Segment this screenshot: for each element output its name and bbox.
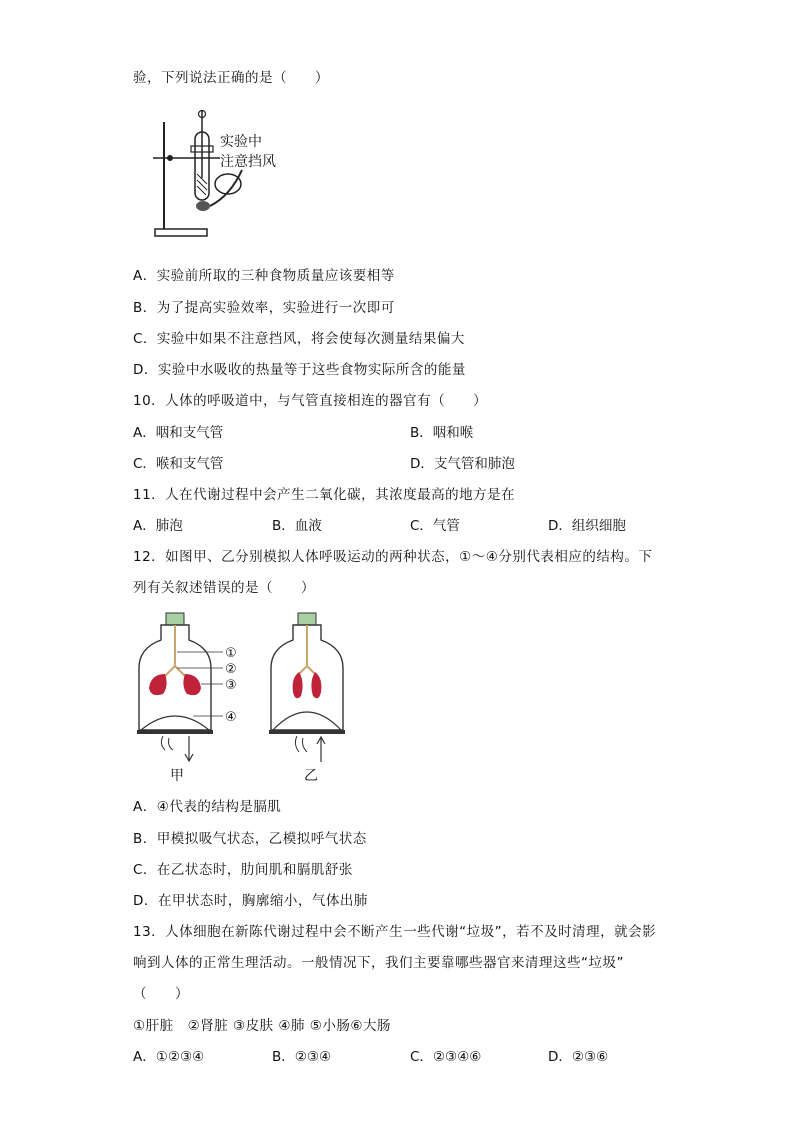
q10-stem: 10．人体的呼吸道中，与气管直接相连的器官有（ ） bbox=[133, 393, 488, 409]
q13-stem-line2: 响到人体的正常生理活动。一般情况下，我们主要靠哪些器官来清理这些“垃圾” bbox=[133, 955, 624, 971]
caption-jia: 甲 bbox=[170, 768, 184, 784]
q12-option-d: D．在甲状态时，胸廓缩小，气体出肺 bbox=[133, 893, 368, 909]
q12-bell-jar-figure bbox=[133, 610, 363, 785]
q13-option-b: B．②③④ bbox=[272, 1049, 332, 1065]
q9-apparatus-figure bbox=[150, 108, 290, 243]
q10-option-d: D．支气管和肺泡 bbox=[410, 456, 515, 472]
jar-yi bbox=[269, 613, 345, 762]
label-3: ③ bbox=[225, 678, 237, 693]
label-1: ① bbox=[225, 646, 237, 661]
q10-option-c: C．喉和支气管 bbox=[133, 456, 224, 472]
q10-option-b: B．咽和喉 bbox=[410, 425, 474, 441]
q9-stem: 验，下列说法正确的是（ ） bbox=[133, 70, 329, 86]
q9-option-b: B．为了提高实验效率，实验进行一次即可 bbox=[133, 300, 395, 316]
q9-option-c: C．实验中如果不注意挡风，将会使每次测量结果偏大 bbox=[133, 331, 465, 347]
q9-option-a: A．实验前所取的三种食物质量应该要相等 bbox=[133, 268, 395, 284]
q9-note-line2: 注意挡风 bbox=[220, 154, 276, 170]
q12-option-c: C．在乙状态时，肋间肌和膈肌舒张 bbox=[133, 862, 353, 878]
q11-option-d: D．组织细胞 bbox=[548, 518, 626, 534]
q12-option-b: B．甲模拟吸气状态，乙模拟呼气状态 bbox=[133, 831, 367, 847]
q13-option-d: D．②③⑥ bbox=[548, 1049, 609, 1065]
q9-note-line1: 实验中 bbox=[220, 134, 262, 150]
q11-option-c: C．气管 bbox=[410, 518, 460, 534]
q11-stem: 11．人在代谢过程中会产生二氧化碳，其浓度最高的地方是在 bbox=[133, 487, 516, 503]
q11-option-b: B．血液 bbox=[272, 518, 322, 534]
q12-stem-line1: 12．如图甲、乙分别模拟人体呼吸运动的两种状态，①～④分别代表相应的结构。下 bbox=[133, 549, 653, 565]
label-2: ② bbox=[225, 662, 237, 677]
q13-stem-line3: （ ） bbox=[133, 986, 189, 1002]
q10-option-a: A．咽和支气管 bbox=[133, 425, 224, 441]
label-4: ④ bbox=[225, 710, 237, 725]
q12-option-a: A．④代表的结构是膈肌 bbox=[133, 799, 282, 815]
q13-items: ①肝脏 ②肾脏 ③皮肤 ④肺 ⑤小肠⑥大肠 bbox=[133, 1018, 391, 1034]
jar-jia bbox=[137, 613, 223, 761]
q11-option-a: A．肺泡 bbox=[133, 518, 183, 534]
q13-option-c: C．②③④⑥ bbox=[410, 1049, 482, 1065]
q13-stem-line1: 13．人体细胞在新陈代谢过程中会不断产生一些代谢“垃圾”，若不及时清理，就会影 bbox=[133, 924, 657, 940]
caption-yi: 乙 bbox=[304, 768, 318, 784]
q9-option-d: D．实验中水吸收的热量等于这些食物实际所含的能量 bbox=[133, 362, 466, 378]
q12-stem-line2: 列有关叙述错误的是（ ） bbox=[133, 580, 315, 596]
q13-option-a: A．①②③④ bbox=[133, 1049, 205, 1065]
